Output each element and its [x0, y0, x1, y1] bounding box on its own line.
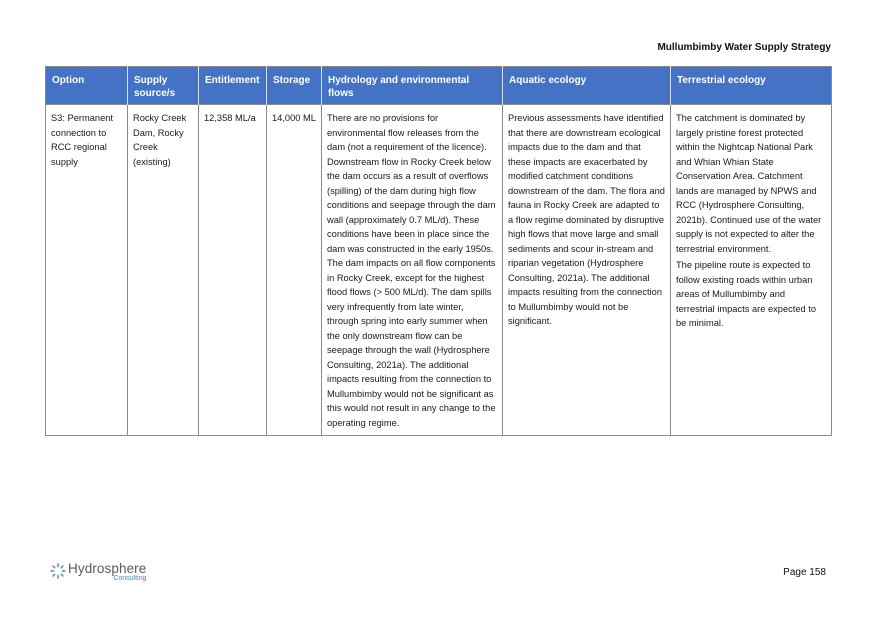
column-header-supply-source: Supply source/s [128, 67, 199, 105]
column-header-terrestrial-ecology: Terrestrial ecology [671, 67, 832, 105]
document-title: Mullumbimby Water Supply Strategy [657, 42, 831, 53]
column-header-aquatic-ecology: Aquatic ecology [503, 67, 671, 105]
cell-entitlement: 12,358 ML/a [199, 105, 267, 436]
column-header-entitlement: Entitlement [199, 67, 267, 105]
company-logo [50, 562, 146, 583]
cell-option: S3: Permanent connection to RCC regional supply [46, 105, 128, 436]
cell-aquatic-ecology: Previous assessments have identified that there are downstream ecological impacts due to the dam and that these impacts are exacerbated by modified catchment conditions downstream of the dam. The flora and fauna in Rocky Creek are adapted to a flow regime dominated by disruptive high flows that move large and small sediments and scour in-stream and riparian vegetation (Hydrosphere Consulting, 2021a). The additional impacts resulting from the connection to Mullumbimby would not be significant. [503, 105, 671, 436]
table-row [46, 105, 832, 436]
column-header-hydrology: Hydrology and environmental flows [322, 67, 503, 105]
cell-hydrology: There are no provisions for environmental flow releases from the dam (not a requirement of the licence). Downstream flow in Rocky Creek below the dam occurs as a result of overflows (spilling) of the dam during high flow conditions and seepage through the dam wall (approximately 0.7 ML/d). These conditions have been in place since the dam was constructed in the early 1950s. The dam impacts on all flow components in Rocky Creek, except for the highest flood flows (> 500 ML/d). The dam spills very infrequently from late winter, through spring into early summer when the only downstream flow can be seepage through the wall (Hydrosphere Consulting, 2021a). The additional impacts resulting from the connection to Mullumbimby would not be significant as this would not result in any change to the operating regime. [322, 105, 503, 436]
cell-terrestrial-ecology [671, 105, 832, 436]
sunburst-logo-icon [50, 563, 66, 579]
options-assessment-table [45, 66, 832, 436]
page-number: Page 158 [783, 567, 826, 578]
cell-storage: 14,000 ML [267, 105, 322, 436]
column-header-storage: Storage [267, 67, 322, 105]
cell-supply-source: Rocky Creek Dam, Rocky Creek (existing) [128, 105, 199, 436]
logo-subtitle: Consulting [113, 575, 147, 582]
terrestrial-paragraph-1: The catchment is dominated by largely pristine forest protected within the Nightcap National Park and Whian Whian State Conservation Area. Catchment lands are managed by NPWS and RCC (Hydrosphere Consulting, 2021b). Continued use of the water supply is not expected to alter the terrestrial environment. [676, 113, 822, 254]
table-header-row [46, 67, 832, 105]
column-header-option: Option [46, 67, 128, 105]
logo-wordmark: Hydrosphere [68, 561, 147, 576]
terrestrial-paragraph-2: The pipeline route is expected to follow existing roads within urban areas of Mullumbimby and terrestrial impacts are expected to be minimal. [676, 260, 817, 328]
